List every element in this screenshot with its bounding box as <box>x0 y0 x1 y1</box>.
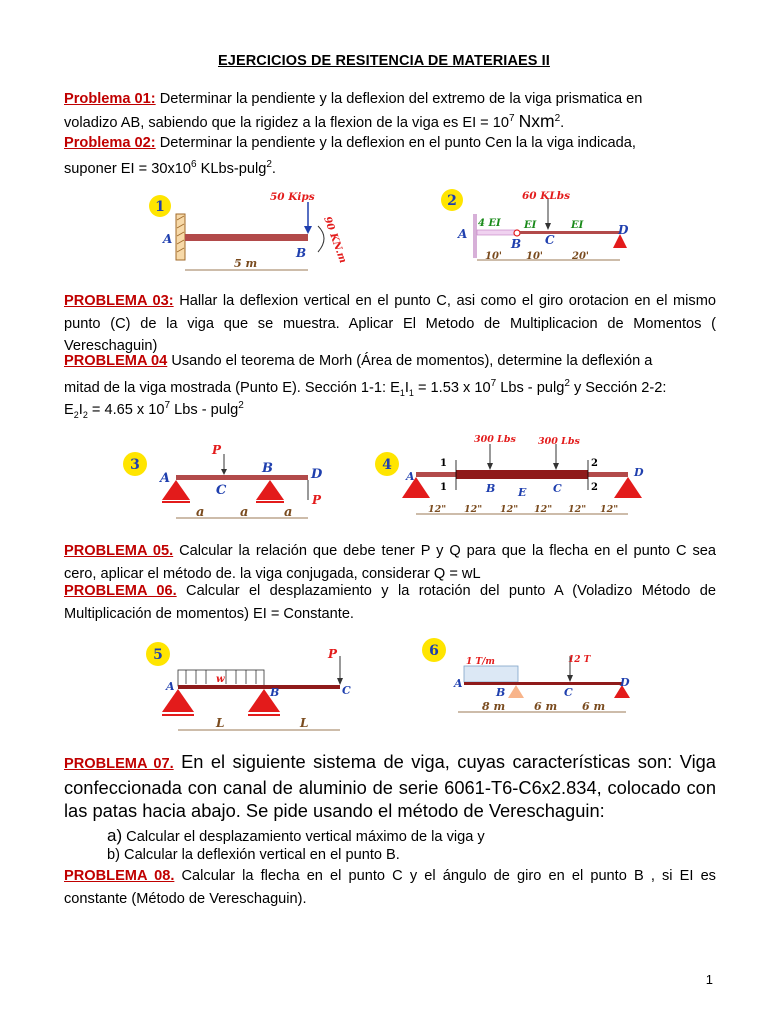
hinge-b <box>514 230 520 236</box>
load-label: 300 Lbs <box>474 434 516 445</box>
badge-number: 5 <box>153 647 163 663</box>
figure-6 <box>420 638 640 718</box>
point-b: B <box>296 246 307 260</box>
problem-05-text: Calcular la relación que debe tener P y Q para que la flecha en el punto C sea cero, aplicar el método de. la viga conjugada, considerar Q = wL <box>64 543 716 582</box>
load-p: P <box>328 647 338 661</box>
point-a: A <box>160 471 171 486</box>
badge-number: 4 <box>382 457 392 473</box>
unit: Lbs - pulg <box>170 401 239 418</box>
dimension: 10' <box>526 251 543 262</box>
point-e: E <box>518 486 527 499</box>
arrow-head <box>304 226 312 234</box>
beam-thin <box>416 472 456 477</box>
value: = 4.65 x 10 <box>87 401 165 418</box>
problem-02-line1: Determinar la pendiente y la deflexion en el punto Cen la la viga indicada, <box>159 135 636 151</box>
figure-2 <box>440 186 640 266</box>
text: mitad de la viga mostrada (Punto E). Sección 1-1: E <box>64 379 400 396</box>
dimension: a <box>240 505 249 520</box>
problem-07-text: En el siguiente sistema de viga, cuyas características son: Viga confeccionada con canal de aluminio de serie 6061-T6-C6x2.834, colocado con las patas hacia abajo. Se pide usando el método de Vereschaguin: <box>64 751 716 821</box>
point-d: D <box>634 466 644 479</box>
point-b: B <box>486 482 496 495</box>
problem-07-item-b: b) Calcular la deflexión vertical en el punto B. <box>107 847 400 863</box>
beam-thin <box>588 472 628 477</box>
problem-02-line2 <box>64 154 716 180</box>
load-label: 300 Lbs <box>538 436 580 447</box>
problem-01-text: voladizo AB, sabiendo que la rigidez a la flexion de la viga es EI = 10 <box>64 114 509 131</box>
point-d: D <box>618 223 629 237</box>
dimension: L <box>300 716 309 730</box>
fixed-support <box>176 214 185 260</box>
item-text: Calcular el desplazamiento vertical máximo de la viga y <box>122 829 485 845</box>
load-p-right: P <box>312 493 322 507</box>
point-c: C <box>564 686 573 699</box>
subscript: 1 <box>408 387 414 398</box>
support-d <box>614 477 642 498</box>
beam <box>176 475 308 480</box>
text: E <box>64 401 74 418</box>
dimension: 10' <box>485 251 502 262</box>
exponent: 7 <box>490 378 497 389</box>
problem-07-label: PROBLEMA 07. <box>64 756 174 772</box>
problem-04-line3 <box>64 395 716 426</box>
load-label: 12 T <box>568 655 591 665</box>
dist-load-label: 1 T/m <box>466 657 495 667</box>
dimension: a <box>196 505 205 520</box>
text: y Sección 2-2: <box>569 379 667 396</box>
dimension: 12" <box>568 504 587 515</box>
arrow-head <box>545 223 551 230</box>
figure-3 <box>118 440 338 524</box>
dimension: 12" <box>464 504 483 515</box>
document-title: EJERCICIOS DE RESITENCIA DE MATERIAES II <box>218 53 550 69</box>
dimension: 20' <box>572 251 589 262</box>
subscript: 1 <box>399 387 405 398</box>
problem-06 <box>64 580 716 625</box>
beam-thick <box>456 470 588 479</box>
beam <box>178 685 340 689</box>
problem-06-text: Calcular el desplazamiento y la rotación del punto A (Voladizo Método de Multiplicación de momentos) EI = Constante. <box>64 583 716 622</box>
point-a: A <box>166 680 175 693</box>
arrow-head <box>567 675 573 682</box>
dimension: L <box>216 716 225 730</box>
point-a: A <box>163 232 173 246</box>
problem-08 <box>64 865 716 910</box>
text: I <box>78 401 83 418</box>
unit: Nxm <box>518 110 555 131</box>
problem-08-text: Calcular la flecha en el punto C y el ángulo de giro en el punto B , si EI es constante (Método de Vereschaguin). <box>64 868 716 907</box>
dimension: 12" <box>428 504 447 515</box>
distributed-load <box>464 666 518 682</box>
point-c: C <box>216 483 227 498</box>
point-c: C <box>545 233 555 247</box>
problem-08-label: PROBLEMA 08. <box>64 868 175 884</box>
load-label: 50 Kips <box>270 191 315 203</box>
point-a: A <box>406 470 415 483</box>
point-b: B <box>511 237 522 251</box>
dimension: 12" <box>534 504 553 515</box>
point-b: B <box>270 686 280 699</box>
problem-03-label: PROBLEMA 03: <box>64 293 174 309</box>
load-label: 60 KLbs <box>522 190 571 202</box>
subscript: 2 <box>82 409 88 420</box>
load-p: P <box>212 443 222 457</box>
problem-02-text: suponer EI = 30x10 <box>64 160 191 177</box>
point-d: D <box>620 676 630 689</box>
dimension-5m: 5 m <box>234 257 258 270</box>
figure-1 <box>148 186 348 276</box>
problem-01-line2 <box>64 108 716 134</box>
dimension: a <box>284 505 293 520</box>
point-d: D <box>311 467 323 482</box>
badge-number: 6 <box>429 643 439 659</box>
problem-03-text: Hallar la deflexion vertical en el punto C, asi como el giro orotacion en el mismo punto (C) de la viga que se muestra. Aplicar El Metodo de Multiplicacion de Momentos ( Vereschaguin) <box>64 293 716 354</box>
beam-ei <box>520 231 620 234</box>
dimension: 12" <box>600 504 619 515</box>
problem-03 <box>64 290 716 358</box>
section-label: 2 <box>591 482 598 493</box>
exponent: 2 <box>554 113 561 124</box>
point-b: B <box>262 461 273 476</box>
dimension: 12" <box>500 504 519 515</box>
exponent: 7 <box>164 400 171 411</box>
dimension: 6 m <box>582 700 606 713</box>
dimension: 6 m <box>534 700 558 713</box>
figure-5 <box>142 638 362 738</box>
arrow-head <box>553 463 559 470</box>
dimension: 8 m <box>482 700 506 713</box>
period: . <box>271 160 276 177</box>
problem-04-line1: Usando el teorema de Morh (Área de momentos), determine la deflexión a <box>171 353 653 369</box>
problem-01-label: Problema 01: <box>64 91 156 107</box>
problem-07 <box>64 750 716 822</box>
point-c: C <box>342 684 351 697</box>
value: = 1.53 x 10 <box>413 379 491 396</box>
section-label: 2 <box>591 458 598 469</box>
badge-number: 3 <box>130 457 140 473</box>
period: . <box>560 114 565 131</box>
point-a: A <box>454 677 463 690</box>
text: I <box>404 379 409 396</box>
support-b <box>508 685 524 698</box>
point-c: C <box>553 482 562 495</box>
problem-02 <box>64 132 716 155</box>
beam-4ei <box>477 230 515 235</box>
problem-06-label: PROBLEMA 06. <box>64 583 177 599</box>
fixed-support <box>473 214 477 258</box>
point-b: B <box>496 686 506 699</box>
load-w: w <box>216 674 225 685</box>
figure-4 <box>372 430 672 520</box>
exponent: 2 <box>266 159 272 170</box>
arrow-head <box>487 463 493 470</box>
item-marker: a) <box>107 826 123 845</box>
problem-05 <box>64 540 716 585</box>
exponent: 7 <box>509 113 515 124</box>
ei-label: EI <box>524 220 537 231</box>
exponent: 2 <box>238 400 244 411</box>
arrow-head <box>221 469 227 475</box>
section-label: 1 <box>440 458 447 469</box>
badge-number: 2 <box>447 193 457 209</box>
page-number: 1 <box>705 972 713 987</box>
section-label: 1 <box>440 482 447 493</box>
unit: Lbs - pulg <box>496 379 565 396</box>
beam <box>464 682 622 685</box>
problem-04 <box>64 350 716 373</box>
problem-05-label: PROBLEMA 05. <box>64 543 174 559</box>
exponent: 6 <box>190 159 197 170</box>
problem-02-label: Problema 02: <box>64 135 156 151</box>
subscript: 2 <box>73 409 79 420</box>
problem-07-item-a <box>107 826 485 846</box>
beam <box>185 234 308 241</box>
ei-label: EI <box>571 220 584 231</box>
exponent: 2 <box>564 378 570 389</box>
point-a: A <box>458 227 468 241</box>
problem-01-line1: Determinar la pendiente y la deflexion del extremo de la viga prismatica en <box>159 91 643 107</box>
badge-number: 1 <box>155 199 165 215</box>
support-b <box>256 480 284 500</box>
unit: KLbs-pulg <box>196 160 267 177</box>
moment-label: 90 KN.m <box>321 215 349 265</box>
problem-04-label: PROBLEMA 04 <box>64 353 168 369</box>
moment-arc <box>318 226 324 252</box>
ei-label: 4 EI <box>478 218 501 229</box>
